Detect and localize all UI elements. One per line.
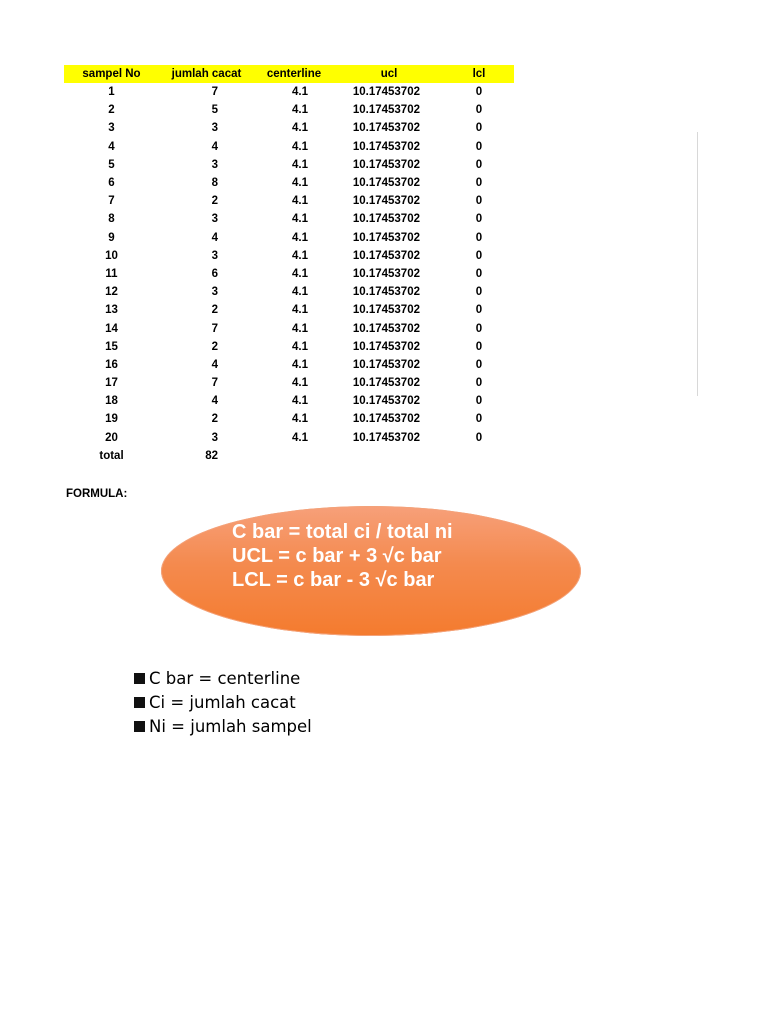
cell-lcl: 0: [475, 86, 483, 99]
cell-sampel-no: 12: [105, 286, 118, 299]
cell-ucl: 10.17453702: [352, 249, 420, 262]
cell-centerline: 4.1: [292, 358, 308, 371]
data-table: [64, 65, 514, 465]
header-ucl: ucl: [334, 65, 444, 83]
cell-lcl: 0: [475, 358, 483, 371]
cell-jumlah-cacat: 5: [211, 104, 218, 117]
table-row: [64, 119, 514, 137]
cell-jumlah-cacat: 3: [211, 286, 218, 299]
table-row: [64, 174, 514, 192]
cell-sampel-no: 7: [108, 195, 115, 208]
formula-text: [232, 520, 453, 592]
cell-ucl: 10.17453702: [352, 158, 420, 171]
table-row: [64, 410, 514, 428]
formula-line-c-bar: C bar = total ci / total ni: [232, 521, 453, 543]
cell-sampel-no: 8: [108, 213, 115, 226]
table-row: [64, 83, 514, 101]
cell-jumlah-cacat: 2: [211, 195, 218, 208]
cell-ucl: 10.17453702: [352, 86, 420, 99]
cell-lcl: 0: [475, 431, 483, 444]
cell-ucl: 10.17453702: [352, 431, 420, 444]
cell-lcl: 0: [475, 304, 483, 317]
cell-lcl: 0: [475, 122, 483, 135]
table-row: [64, 156, 514, 174]
cell-ucl: 10.17453702: [352, 377, 420, 390]
legend-list: [134, 667, 312, 739]
square-bullet-icon: [134, 697, 145, 708]
cell-lcl: 0: [475, 395, 483, 408]
table-row: [64, 374, 514, 392]
table-row: [64, 338, 514, 356]
cell-ucl: 10.17453702: [352, 177, 420, 190]
cell-centerline: 4.1: [292, 195, 308, 208]
cell-sampel-no: 9: [108, 231, 115, 244]
header-sampel-no: sampel No: [64, 65, 159, 83]
cell-centerline: 4.1: [292, 86, 308, 99]
cell-ucl: 10.17453702: [352, 340, 420, 353]
cell-lcl: 0: [475, 340, 483, 353]
cell-lcl: 0: [475, 195, 483, 208]
table-body: [64, 83, 514, 447]
cell-centerline: 4.1: [292, 122, 308, 135]
table-row: [64, 283, 514, 301]
cell-lcl: 0: [475, 267, 483, 280]
cell-ucl: 10.17453702: [352, 213, 420, 226]
table-row: [64, 319, 514, 337]
cell-ucl: 10.17453702: [352, 395, 420, 408]
cell-sampel-no: 2: [108, 104, 115, 117]
cell-sampel-no: 5: [108, 158, 115, 171]
table-header-row: [64, 65, 514, 83]
cell-centerline: 4.1: [292, 177, 308, 190]
header-lcl: lcl: [444, 65, 514, 83]
divider-line: [697, 132, 698, 396]
cell-centerline: 4.1: [292, 395, 308, 408]
cell-sampel-no: 14: [105, 322, 118, 335]
cell-lcl: 0: [475, 322, 483, 335]
cell-centerline: 4.1: [292, 231, 308, 244]
cell-ucl: 10.17453702: [352, 413, 420, 426]
formula-line-ucl: UCL = c bar + 3 √c bar: [232, 545, 442, 567]
table-row: [64, 429, 514, 447]
cell-lcl: 0: [475, 413, 483, 426]
formula-line-lcl: LCL = c bar - 3 √c bar: [232, 569, 435, 591]
cell-sampel-no: 18: [105, 395, 118, 408]
cell-jumlah-cacat: 7: [211, 322, 218, 335]
cell-jumlah-cacat: 2: [211, 340, 218, 353]
cell-ucl: 10.17453702: [352, 304, 420, 317]
cell-centerline: 4.1: [292, 377, 308, 390]
formula-label: FORMULA:: [66, 488, 128, 500]
cell-sampel-no: 15: [105, 340, 118, 353]
cell-sampel-no: 13: [105, 304, 118, 317]
cell-sampel-no: 10: [105, 249, 118, 262]
cell-jumlah-cacat: 7: [211, 377, 218, 390]
table-row: [64, 192, 514, 210]
cell-sampel-no: 6: [108, 177, 115, 190]
cell-jumlah-cacat: 3: [211, 431, 218, 444]
cell-centerline: 4.1: [292, 340, 308, 353]
cell-jumlah-cacat: 4: [211, 231, 218, 244]
cell-lcl: 0: [475, 213, 483, 226]
cell-lcl: 0: [475, 140, 483, 153]
cell-centerline: 4.1: [292, 213, 308, 226]
cell-centerline: 4.1: [292, 104, 308, 117]
cell-ucl: 10.17453702: [352, 267, 420, 280]
cell-centerline: 4.1: [292, 158, 308, 171]
cell-ucl: 10.17453702: [352, 322, 420, 335]
cell-centerline: 4.1: [292, 431, 308, 444]
cell-jumlah-cacat: 2: [211, 304, 218, 317]
cell-ucl: 10.17453702: [352, 140, 420, 153]
cell-sampel-no: 1: [108, 86, 115, 99]
cell-lcl: 0: [475, 104, 483, 117]
cell-ucl: 10.17453702: [352, 358, 420, 371]
cell-sampel-no: 19: [105, 413, 118, 426]
cell-centerline: 4.1: [292, 286, 308, 299]
cell-ucl: 10.17453702: [352, 231, 420, 244]
legend-item: [134, 667, 312, 691]
cell-centerline: 4.1: [292, 322, 308, 335]
cell-centerline: 4.1: [292, 249, 308, 262]
cell-jumlah-cacat: 3: [211, 158, 218, 171]
square-bullet-icon: [134, 721, 145, 732]
total-label: total: [99, 449, 124, 462]
table-row: [64, 247, 514, 265]
cell-jumlah-cacat: 4: [211, 395, 218, 408]
cell-centerline: 4.1: [292, 413, 308, 426]
cell-lcl: 0: [475, 286, 483, 299]
cell-centerline: 4.1: [292, 304, 308, 317]
cell-ucl: 10.17453702: [352, 104, 420, 117]
table-row: [64, 301, 514, 319]
total-row: [64, 447, 514, 465]
square-bullet-icon: [134, 673, 145, 684]
table-row: [64, 101, 514, 119]
header-jumlah-cacat: jumlah cacat: [159, 65, 254, 83]
cell-centerline: 4.1: [292, 140, 308, 153]
legend-item: [134, 715, 312, 739]
header-centerline: centerline: [254, 65, 334, 83]
cell-jumlah-cacat: 2: [211, 413, 218, 426]
cell-ucl: 10.17453702: [352, 195, 420, 208]
table-row: [64, 356, 514, 374]
cell-ucl: 10.17453702: [352, 286, 420, 299]
cell-sampel-no: 17: [105, 377, 118, 390]
cell-ucl: 10.17453702: [352, 122, 420, 135]
cell-sampel-no: 3: [108, 122, 115, 135]
cell-sampel-no: 20: [105, 431, 118, 444]
table-row: [64, 265, 514, 283]
legend-item-label: Ci = jumlah cacat: [149, 693, 296, 712]
cell-jumlah-cacat: 8: [211, 177, 218, 190]
cell-jumlah-cacat: 3: [211, 249, 218, 262]
total-value: 82: [205, 449, 218, 462]
cell-sampel-no: 11: [105, 267, 118, 280]
cell-centerline: 4.1: [292, 267, 308, 280]
legend-item: [134, 691, 312, 715]
cell-lcl: 0: [475, 158, 483, 171]
cell-jumlah-cacat: 6: [211, 267, 218, 280]
table-row: [64, 392, 514, 410]
cell-jumlah-cacat: 3: [211, 122, 218, 135]
legend-item-label: C bar = centerline: [149, 669, 301, 688]
cell-jumlah-cacat: 4: [211, 140, 218, 153]
cell-sampel-no: 4: [108, 140, 115, 153]
cell-jumlah-cacat: 7: [211, 86, 218, 99]
cell-sampel-no: 16: [105, 358, 118, 371]
cell-jumlah-cacat: 3: [211, 213, 218, 226]
cell-lcl: 0: [475, 231, 483, 244]
cell-lcl: 0: [475, 377, 483, 390]
cell-lcl: 0: [475, 249, 483, 262]
table-row: [64, 229, 514, 247]
table-row: [64, 210, 514, 228]
cell-jumlah-cacat: 4: [211, 358, 218, 371]
legend-item-label: Ni = jumlah sampel: [149, 717, 312, 736]
cell-lcl: 0: [475, 177, 483, 190]
table-row: [64, 138, 514, 156]
